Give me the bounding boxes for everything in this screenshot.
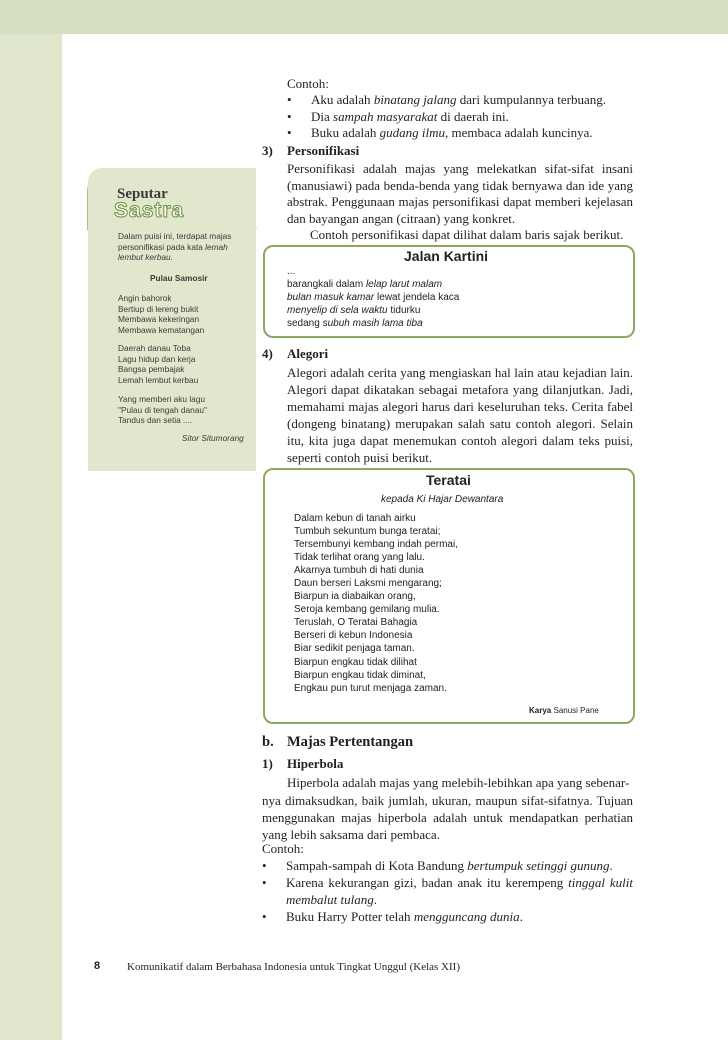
contoh-label: Contoh: xyxy=(262,841,304,856)
poem-line: Seroja kembang gemilang mulia. xyxy=(294,604,440,616)
page-number: 8 xyxy=(94,960,101,972)
sidebar-poem-line: Yang memberi aku lagu xyxy=(118,394,206,404)
sidebar-poem-line: Membawa kekeringan xyxy=(118,314,200,324)
poem-line: Biarpun engkau tidak diminat, xyxy=(294,669,426,681)
poem-dedication: kepada Ki Hajar Dewantara xyxy=(381,494,504,505)
poem-title-teratai: Teratai xyxy=(426,472,471,488)
sidebar-poem-line: Bangsa pembajak xyxy=(118,364,185,374)
sidebar-stanza-3 xyxy=(118,394,207,426)
sidebar-intro xyxy=(118,231,258,263)
poem-line: bulan masuk kamar lewat jendela kaca xyxy=(287,292,460,303)
section-title-personifikasi: Personifikasi xyxy=(287,143,360,158)
contoh-label: Contoh: xyxy=(287,76,329,91)
poem-line: Tumbuh sekuntum bunga teratai; xyxy=(294,526,441,538)
section-title-hiperbola: Hiperbola xyxy=(287,756,344,771)
hiperbola-body-first: Hiperbola adalah majas yang melebih-lebihkan apa yang sebenar- xyxy=(287,775,630,790)
section-number: 3) xyxy=(262,143,273,158)
sidebar-heading-seputar: Seputar xyxy=(117,186,168,202)
poem-line: Biarpun ia diabaikan orang, xyxy=(294,591,416,603)
footer-book-title: Komunikatif dalam Berbahasa Indonesia untuk Tingkat Unggul (Kelas XII) xyxy=(127,961,460,973)
sidebar-poem-line: Membawa kematangan xyxy=(118,324,205,335)
poem-line: Teruslah, O Teratai Bahagia xyxy=(294,617,418,629)
section-number: 4) xyxy=(262,346,273,361)
poem-attribution xyxy=(529,704,599,717)
contoh-list xyxy=(287,92,647,142)
poem-line: menyelip di sela waktu tidurku xyxy=(287,305,421,316)
poem-author: Sanusi Pane xyxy=(553,706,599,715)
sidebar-intro-line: personifikasi pada kata xyxy=(118,241,206,252)
poem-lines-jalan-kartini xyxy=(287,265,459,330)
sidebar-poem-line: Lagu hidup dan kerja xyxy=(118,353,196,364)
sidebar-poem-line: Lemah lembut kerbau xyxy=(118,374,199,385)
sidebar-poem-title: Pulau Samosir xyxy=(150,273,208,283)
alegori-body: Alegori adalah cerita yang mengiaskan hal lain atau kejadian lain. Alegori dapat dikatakan sebagai metafora yang dilanjutkan. Jadi, memahami majas alegori harus dari keseluruhan teks. Cerita fabel (dongeng binatang) merupakan salah satu contoh alegori. Selain itu, kita juga dapat menemukan contoh alegori dalam teks puisi, seperti contoh puisi berikut. xyxy=(287,365,633,465)
hiperbola-body: nya dimaksudkan, baik jumlah, ukuran, maupun sifat-sifatnya. Tujuan menggunakan majas hiperbola adalah untuk mendapatkan perhatian yang lebih saksama dari pembaca. xyxy=(262,793,633,842)
poem-line: ... xyxy=(287,266,296,277)
section-title-alegori: Alegori xyxy=(287,346,329,361)
poem-line: sedang subuh masih lama tiba xyxy=(287,318,423,329)
section-number: 1) xyxy=(262,756,273,771)
poem-line: Engkau pun turut menjaga zaman. xyxy=(294,682,447,694)
sidebar-poem-line: Tandus dan setia .... xyxy=(118,415,193,425)
sidebar-intro-line: lembut kerbau. xyxy=(118,252,173,262)
poem-line: Biar sedikit penjaga taman. xyxy=(294,643,415,655)
personifikasi-body: Personifikasi adalah majas yang melekatkan sifat-sifat insani (manusiawi) pada benda-benda yang tidak bernyawa dan ide yang abstrak. Penggunaan majas personifikasi dapat memberi kejelasan dan bayangan angan (citraan) yang konkret. xyxy=(287,161,633,226)
hiperbola-examples xyxy=(262,857,633,925)
karya-label: Karya xyxy=(529,706,552,715)
sidebar-intro-italic: lemah xyxy=(205,241,228,252)
list-item: • Buku adalah gudang ilmu, membaca adalah kuncinya. xyxy=(287,125,593,140)
poem-lines-teratai xyxy=(294,512,458,695)
top-margin-band xyxy=(0,0,728,34)
sidebar-intro-line: Dalam puisi ini, terdapat majas xyxy=(118,231,232,241)
list-item: • Sampah-sampah di Kota Bandung bertumpuk setinggi gunung. xyxy=(262,858,613,873)
sidebar-author: Sitor Situmorang xyxy=(182,433,244,443)
sidebar-poem-line: Bertiup di lereng bukit xyxy=(118,303,199,314)
poem-line: barangkali dalam lelap larut malam xyxy=(287,279,443,290)
list-item: • Dia sampah masyarakat di daerah ini. xyxy=(287,108,509,124)
sidebar-poem-line: "Pulau di tengah danau" xyxy=(118,404,207,415)
poem-line: Biarpun engkau tidak dilihat xyxy=(294,656,417,668)
list-item: • Karena kekurangan gizi, badan anak itu kerempeng tinggal kulit membalut tulang. xyxy=(262,875,633,907)
sidebar-heading-sastra: Sastra xyxy=(114,199,185,222)
poem-title-jalan-kartini: Jalan Kartini xyxy=(404,248,489,264)
poem-line: Akarnya tumbuh di hati dunia xyxy=(294,565,424,577)
list-item: • Aku adalah binatang jalang dari kumpulannya terbuang. xyxy=(287,92,606,107)
personifikasi-example-intro: Contoh personifikasi dapat dilihat dalam baris sajak berikut. xyxy=(310,227,624,242)
poem-line: Berseri di kebun Indonesia xyxy=(294,630,413,642)
sidebar-poem-line: Daerah danau Toba xyxy=(118,343,191,353)
left-margin-band xyxy=(0,34,62,1040)
poem-line: Dalam kebun di tanah airku xyxy=(294,513,416,524)
list-item: • Buku Harry Potter telah mengguncang dunia. xyxy=(262,909,523,924)
sidebar-stanza-1 xyxy=(118,293,204,335)
sidebar-stanza-2 xyxy=(118,343,198,385)
poem-line: Daun berseri Laksmi mengarang; xyxy=(294,578,442,590)
subsection-letter: b. xyxy=(262,734,274,750)
subsection-title-pertentangan: Majas Pertentangan xyxy=(287,734,414,750)
sidebar-poem-line: Angin bahorok xyxy=(118,293,172,303)
poem-line: Tersembunyi kembang indah permai, xyxy=(294,539,458,551)
poem-line: Tidak terlihat orang yang lalu. xyxy=(294,552,425,564)
